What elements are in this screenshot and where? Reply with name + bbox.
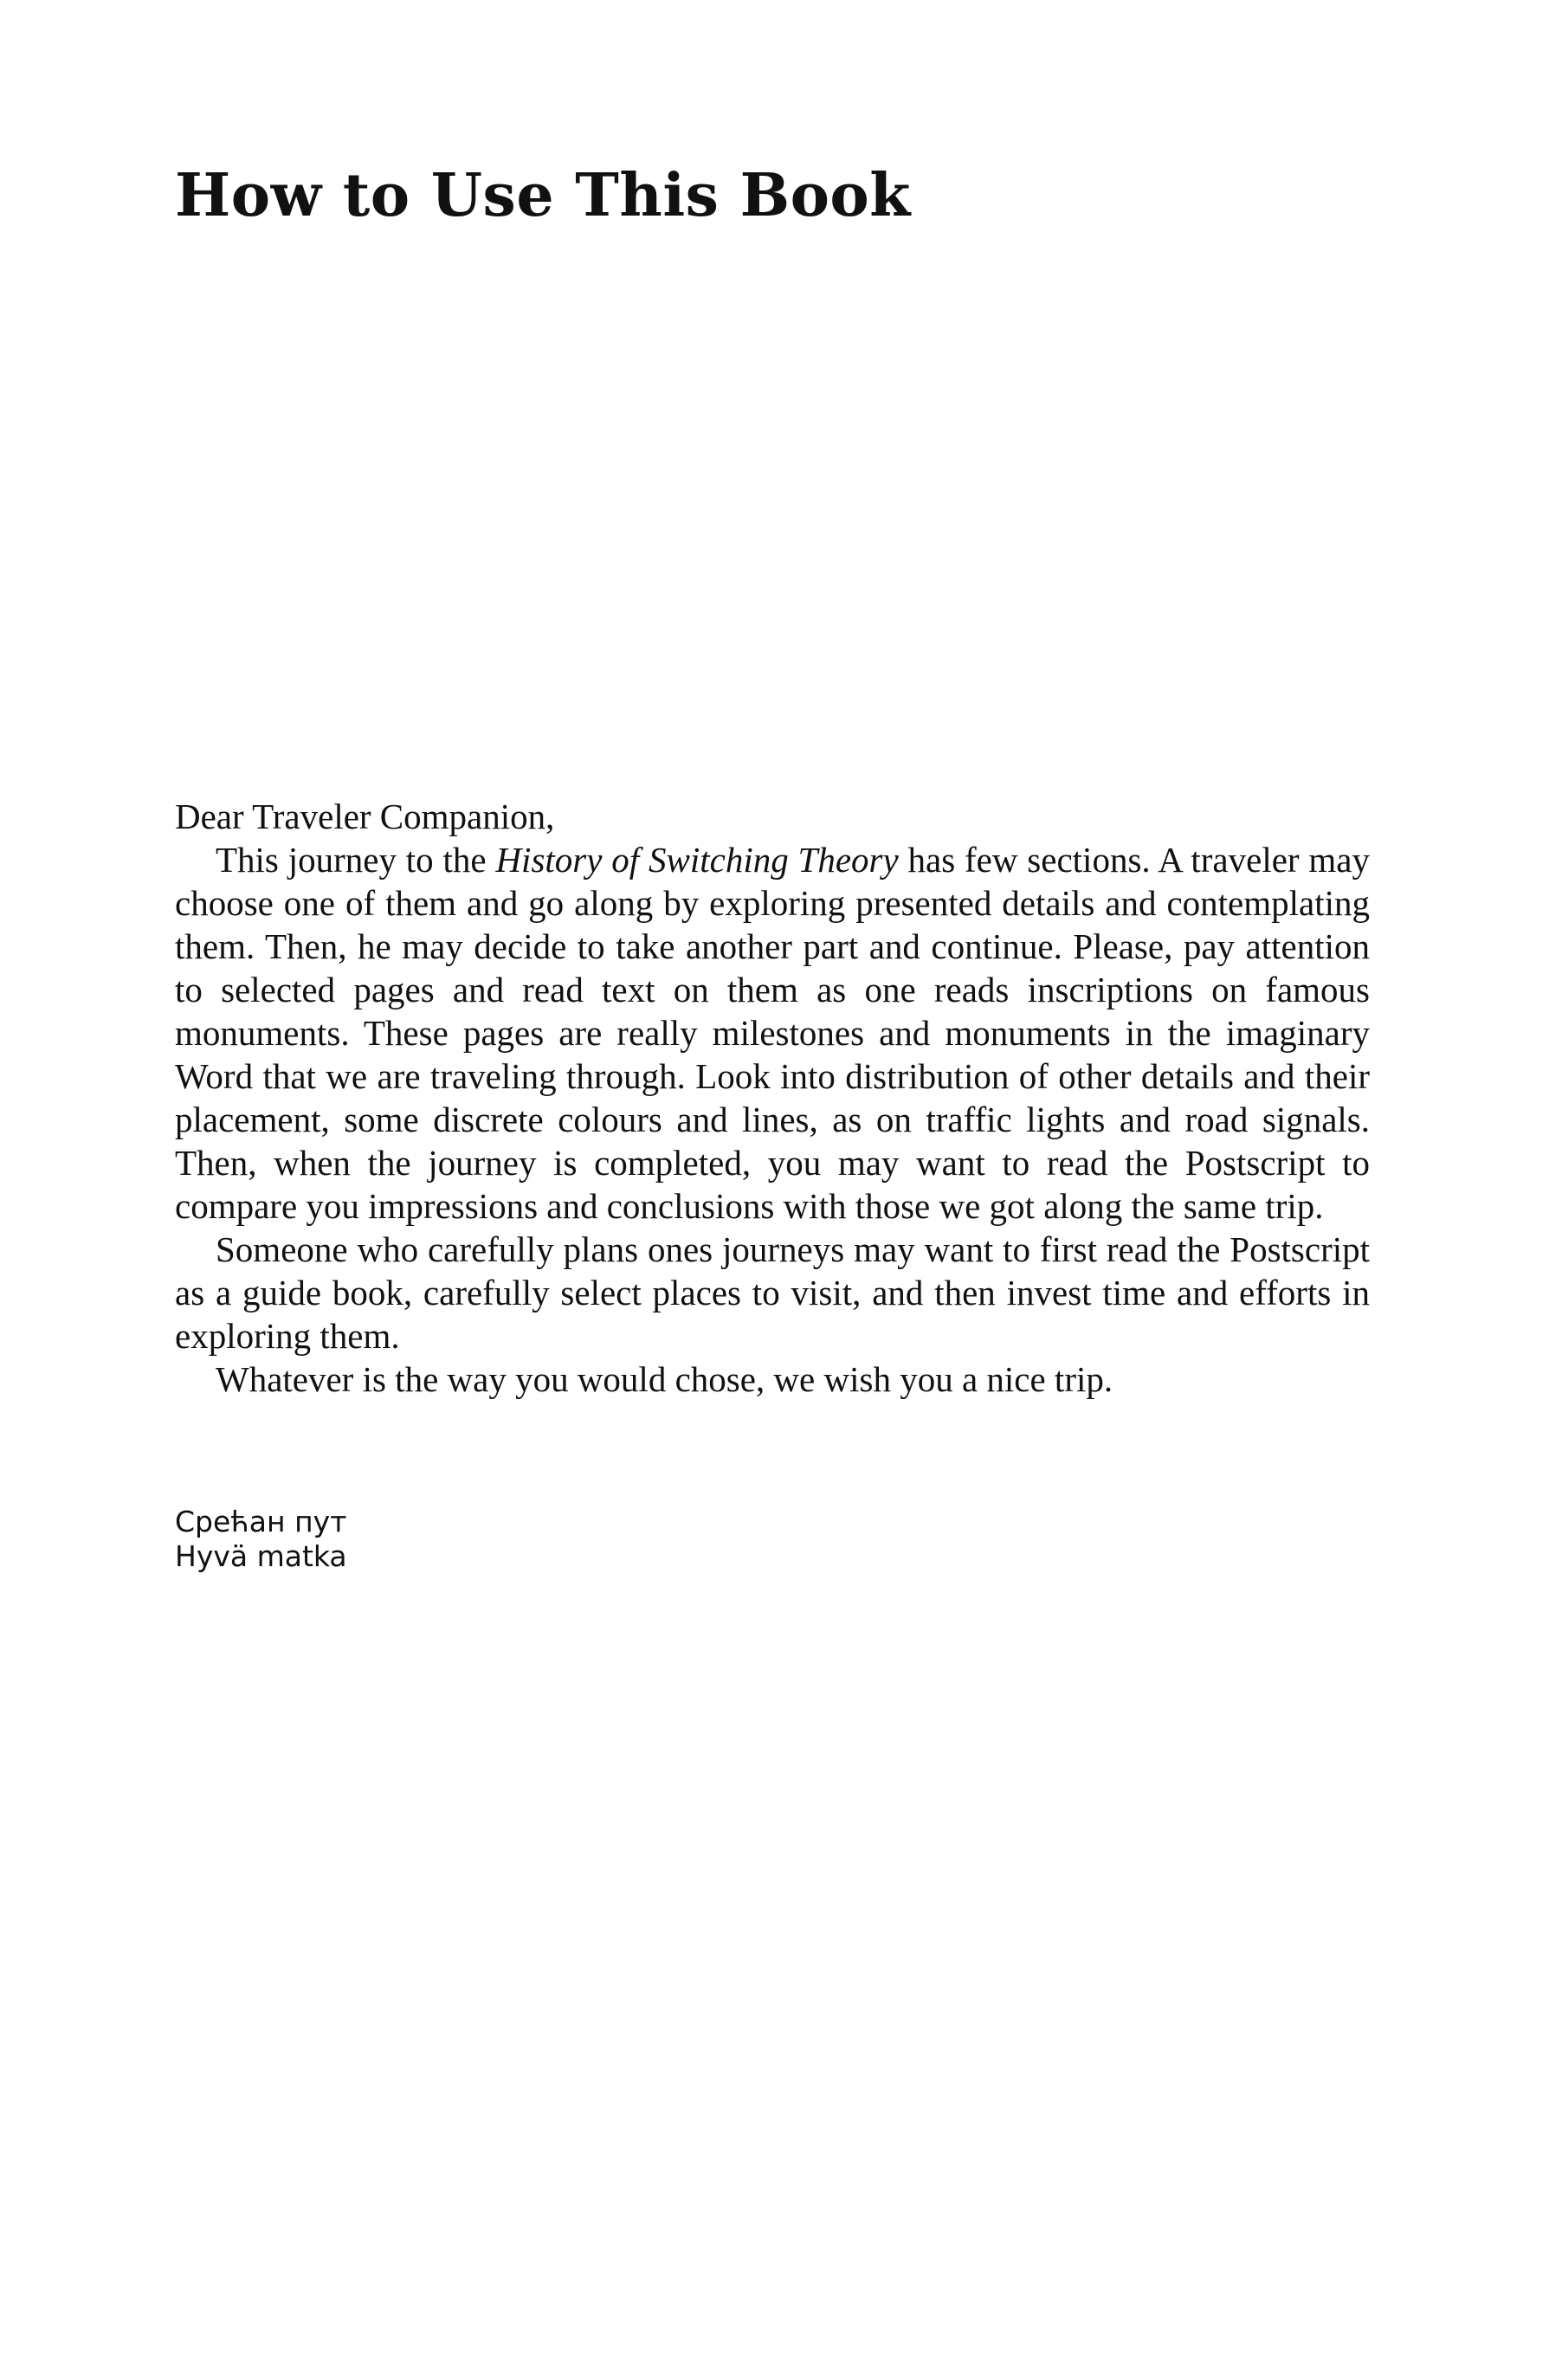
salutation: Dear Traveler Companion, bbox=[175, 797, 555, 836]
closing-serbian: Срећан пут bbox=[175, 1505, 347, 1538]
closing-finnish: Hyvä matka bbox=[175, 1539, 347, 1573]
paragraph-intro-rest: has few sections. A traveler may choose one of them and go along by exploring presented details and contemplating them. Then, he may decide to take another part and continue. Please, pay attention to selected pages and read text on them as one reads inscriptions on famous monuments. These pages are really milestones and monuments in the imaginary Word that we are traveling through. Look into distribution of other details and their placement, some discrete colours and lines, as on traffic lights and road signals. Then, when the journey is completed, you may want to read the Postscript to compare you impressions and conclusions with those we got along the same trip. bbox=[175, 840, 1370, 1226]
book-title-emphasis: History of Switching Theory bbox=[495, 840, 899, 880]
letter-body bbox=[175, 795, 1370, 1401]
closing-greetings bbox=[175, 1505, 347, 1574]
paragraph-intro-start: This journey to the bbox=[216, 840, 496, 880]
paragraph-wish: Whatever is the way you would chose, we wish you a nice trip. bbox=[216, 1359, 1113, 1399]
paragraph-intro bbox=[175, 838, 1370, 1228]
page-title: How to Use This Book bbox=[175, 161, 911, 230]
paragraph-planning: Someone who carefully plans ones journeys may want to first read the Postscript as a guide book, carefully select places to visit, and then invest time and efforts in exploring them. bbox=[175, 1229, 1370, 1356]
